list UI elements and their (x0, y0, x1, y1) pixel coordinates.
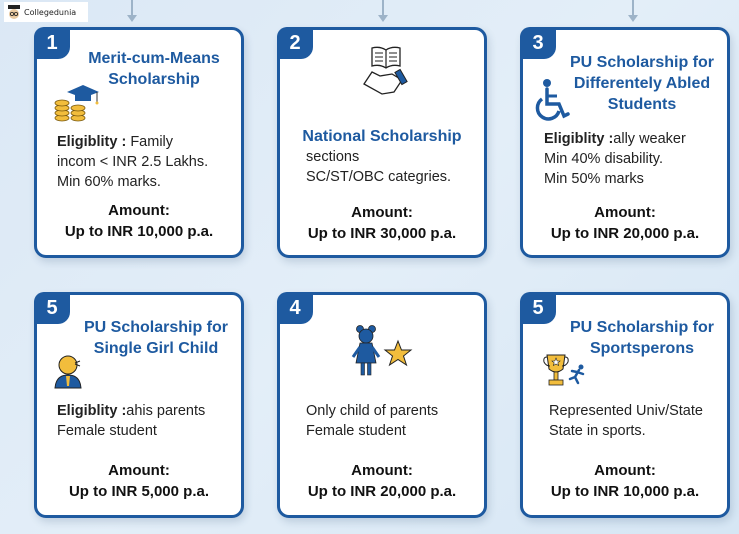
eligibility-label: Eligiblity : (57, 134, 127, 150)
card-title-line: Merit-cum-Means (88, 50, 220, 67)
card-eligibility (306, 401, 438, 441)
logo-text: Collegedunia (24, 7, 77, 17)
amount-label: Amount: (108, 202, 170, 219)
card-eligibility (549, 401, 703, 441)
arrow-down-icon (131, 0, 133, 16)
scholarship-card-sportspersons (520, 292, 730, 518)
trophy-runner-icon (543, 353, 589, 389)
eligibility-line: Family (130, 134, 174, 150)
arrow-down-icon (632, 0, 634, 16)
scholarship-card-national (277, 27, 487, 258)
eligibility-line: State in sports. (549, 423, 646, 439)
card-eligibility (544, 129, 686, 189)
scholarship-card-single-girl-child (34, 292, 244, 518)
card-amount (523, 460, 727, 502)
amount-label: Amount: (351, 204, 413, 221)
card-amount (280, 460, 484, 502)
amount-value: Up to INR 10,000 p.a. (64, 223, 214, 240)
collegedunia-logo (4, 2, 88, 22)
scholarship-card-only-child (277, 292, 487, 518)
eligibility-line: Female student (57, 423, 157, 439)
amount-label: Amount: (351, 462, 413, 479)
card-title-line: Students (607, 96, 677, 113)
card-number-badge: 1 (34, 27, 70, 59)
logo-mascot-icon (6, 3, 22, 21)
book-handshake-icon (358, 44, 414, 100)
coins-graduation-cap-icon (53, 84, 101, 122)
card-title-line: PU Scholarship for (569, 54, 715, 71)
eligibility-line: Min 50% marks (544, 171, 644, 187)
card-number-badge: 5 (520, 292, 556, 324)
eligibility-line: SC/ST/OBC categries. (306, 169, 452, 185)
eligibility-line: ahis parents (126, 403, 206, 419)
card-title-line: PU Scholarship for (83, 319, 229, 336)
card-title-line: PU Scholarship for (569, 319, 715, 336)
eligibility-line: Min 40% disability. (544, 151, 664, 167)
girl-star-icon (348, 325, 418, 381)
person-icon (53, 353, 89, 389)
wheelchair-icon (533, 78, 573, 122)
arrow-down-icon (382, 0, 384, 16)
eligibility-line: ally weaker (613, 131, 686, 147)
amount-value: Up to INR 10,000 p.a. (550, 483, 700, 500)
card-number-badge: 5 (34, 292, 70, 324)
amount-value: Up to INR 20,000 p.a. (550, 225, 700, 242)
card-amount (280, 202, 484, 244)
eligibility-line: incom < INR 2.5 Lakhs. (57, 154, 209, 170)
amount-value: Up to INR 30,000 p.a. (307, 225, 457, 242)
eligibility-line: Only child of parents (306, 403, 439, 419)
card-number-badge: 3 (520, 27, 556, 59)
amount-value: Up to INR 20,000 p.a. (307, 483, 457, 500)
card-eligibility (57, 401, 205, 441)
card-title (71, 317, 241, 359)
card-number-badge: 4 (277, 292, 313, 324)
amount-label: Amount: (594, 204, 656, 221)
card-eligibility (57, 132, 208, 192)
amount-label: Amount: (108, 462, 170, 479)
amount-label: Amount: (594, 462, 656, 479)
eligibility-line: Represented Univ/State (549, 403, 703, 419)
scholarship-card-merit-cum-means (34, 27, 244, 258)
eligibility-line: Min 60% marks. (57, 174, 161, 190)
amount-value: Up to INR 5,000 p.a. (68, 483, 210, 500)
card-amount (37, 460, 241, 502)
scholarship-card-differently-abled (520, 27, 730, 258)
card-amount (37, 200, 241, 242)
card-title-line: Scholarship (108, 71, 200, 88)
card-title: National Scholarship (302, 128, 462, 145)
eligibility-line: Female student (306, 423, 406, 439)
eligibility-label: Eligiblity : (544, 131, 614, 147)
card-title-line: Differentely Abled (573, 75, 711, 92)
card-title-line: Single Girl Child (93, 340, 219, 357)
card-title-line: Sportsperons (589, 340, 694, 357)
card-title (557, 52, 727, 115)
eligibility-line: sections (306, 149, 360, 165)
card-amount (523, 202, 727, 244)
card-number-badge: 2 (277, 27, 313, 59)
eligibility-label: Eligiblity : (57, 403, 127, 419)
card-eligibility (306, 147, 451, 187)
